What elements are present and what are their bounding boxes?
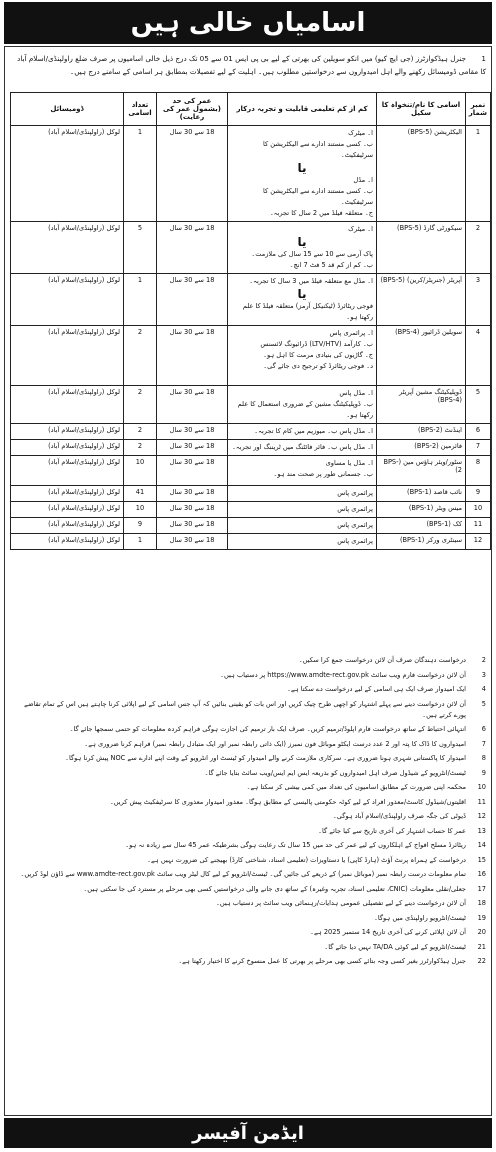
instruction-text: جعلی/نقلی معلومات (CNIC، تعلیمی اسناد، تجربہ وغیرہ) کے ساتھ دی جانے والی درخواستیں کسی بھی مرحلے پر مسترد کی جا سکتی ہیں۔ bbox=[83, 884, 466, 893]
table-row bbox=[11, 518, 491, 534]
instruction-item bbox=[10, 811, 486, 822]
row-domicile: لوکل (راولپنڈی/اسلام آباد) bbox=[11, 326, 124, 386]
row-post: سٹور/ویئر ہاؤس مین (BPS-2) bbox=[377, 456, 466, 486]
qualification-line: ا۔ مڈل مع متعلقہ فیلڈ میں 3 سال کا تجربہ۔ bbox=[249, 277, 373, 285]
row-qualification bbox=[228, 502, 377, 518]
instruction-number: 18 bbox=[477, 899, 486, 907]
instruction-text: اقلیتوں/شیڈول کاسٹ/معذور افراد کے لیے کوٹہ حکومتی پالیسی کے مطابق ہوگا۔ معذور امیدوار معذوری کا سرٹیفکیٹ پیش کریں۔ bbox=[109, 797, 466, 806]
header-qualification: کم از کم تعلیمی قابلیت و تجربہ درکار bbox=[228, 93, 377, 126]
instruction-item bbox=[10, 855, 486, 866]
instruction-number: 21 bbox=[477, 942, 486, 951]
row-domicile: لوکل (راولپنڈی/اسلام آباد) bbox=[11, 440, 124, 456]
row-age: 18 سے 30 سال bbox=[157, 126, 228, 222]
row-count: 10 bbox=[124, 456, 157, 486]
row-domicile: لوکل (راولپنڈی/اسلام آباد) bbox=[11, 456, 124, 486]
instruction-item bbox=[10, 956, 486, 967]
row-age: 18 سے 30 سال bbox=[157, 222, 228, 274]
header-age: عمر کی حد (بشمول عمر کی رعایت) bbox=[157, 93, 228, 126]
row-post: سیکورٹی گارڈ (BPS-5) bbox=[377, 222, 466, 274]
row-serial: 12 bbox=[466, 534, 491, 550]
or-separator: یا bbox=[297, 235, 307, 249]
instruction-text: ٹیسٹ/انٹرویو راولپنڈی میں ہوگا۔ bbox=[373, 913, 466, 922]
intro-number: 1 bbox=[481, 54, 486, 63]
instruction-number: 14 bbox=[477, 841, 486, 849]
row-qualification bbox=[228, 222, 377, 274]
row-qualification bbox=[228, 424, 377, 440]
row-count: 1 bbox=[124, 126, 157, 222]
qualification-line: ا۔ مڈل پاس ب۔ فائر فائٹنگ میں ٹریننگ اور تجربہ۔ bbox=[231, 443, 373, 451]
instruction-item bbox=[10, 684, 486, 695]
instruction-item bbox=[10, 753, 486, 764]
instruction-number: 8 bbox=[481, 754, 486, 762]
row-serial: 7 bbox=[466, 440, 491, 456]
table-row bbox=[11, 534, 491, 550]
qualification-line: ب۔ جسمانی طور پر صحت مند ہو۔ bbox=[273, 470, 373, 478]
row-qualification bbox=[228, 534, 377, 550]
table-row bbox=[11, 126, 491, 222]
row-serial: 5 bbox=[466, 386, 491, 424]
instruction-number: 15 bbox=[477, 855, 486, 864]
row-count: 41 bbox=[124, 486, 157, 502]
row-post: اینڈنٹ (BPS-2) bbox=[377, 424, 466, 440]
table-row bbox=[11, 222, 491, 274]
instruction-item bbox=[10, 782, 486, 793]
row-post: الیکٹریشن (BPS-5) bbox=[377, 126, 466, 222]
instruction-item bbox=[10, 655, 486, 666]
row-post: کک (BPS-1) bbox=[377, 518, 466, 534]
instruction-number: 20 bbox=[477, 928, 486, 936]
qualification-line: ا۔ مڈل یا مساوی bbox=[325, 459, 373, 467]
qualification-line: ب۔ کسی مستند ادارے سے الیکٹریشن کا سرٹیفکیٹ۔ bbox=[262, 140, 373, 159]
instruction-item bbox=[10, 884, 486, 895]
qualification-line: ج۔ گاڑیوں کی بنیادی مرمت کا اہل ہو۔ bbox=[263, 351, 373, 359]
row-qualification bbox=[228, 274, 377, 326]
row-qualification bbox=[228, 456, 377, 486]
instruction-item bbox=[10, 670, 486, 681]
instruction-text: امیدوار کا پاکستانی شہری ہونا ضروری ہے۔ سرکاری ملازمت کرنے والے امیدوار کو ٹیسٹ اور انٹرویو کے وقت اپنے ادارے سے NOC پیش کرنا ہوگا۔ bbox=[65, 754, 466, 762]
instruction-number: 11 bbox=[477, 797, 486, 806]
intro-paragraph bbox=[10, 52, 486, 78]
instruction-item bbox=[10, 913, 486, 924]
instruction-number: 17 bbox=[477, 884, 486, 893]
instruction-text: درخواست دہندگان صرف آن لائن درخواست جمع کرا سکیں۔ bbox=[298, 656, 466, 664]
instruction-number: 6 bbox=[481, 725, 486, 733]
row-age: 18 سے 30 سال bbox=[157, 534, 228, 550]
instruction-text: انتہائی احتیاط کے ساتھ درخواست فارم اپلوڈ/ترمیم کریں۔ صرف ایک بار ترمیم کی اجازت ہوگی فراہم کردہ معلومات کو حتمی سمجھا جائے گا۔ bbox=[69, 725, 466, 733]
row-domicile: لوکل (راولپنڈی/اسلام آباد) bbox=[11, 424, 124, 440]
instruction-item bbox=[10, 826, 486, 837]
instruction-item bbox=[10, 739, 486, 750]
instruction-text: ڈیوٹی کی جگہ صرف راولپنڈی/اسلام آباد ہوگی۔ bbox=[332, 812, 466, 820]
row-serial: 2 bbox=[466, 222, 491, 274]
instruction-text: ٹیسٹ/انٹرویو کے شیڈول صرف اہل امیدواروں کو بذریعہ ایس ایم ایس/ویب سائٹ بتایا جائے گا۔ bbox=[204, 768, 466, 777]
instruction-text: جنرل ہیڈکوارٹرز بغیر کسی وجہ بتائے کسی بھی مرحلے پر بھرتی کا عمل منسوخ کرنے کا اختیار رکھتا ہے۔ bbox=[178, 957, 466, 965]
signatory: ایڈمن آفیسر bbox=[192, 1122, 304, 1144]
instruction-number: 10 bbox=[477, 783, 486, 791]
instruction-number: 13 bbox=[477, 826, 486, 835]
table-row bbox=[11, 326, 491, 386]
row-age: 18 سے 30 سال bbox=[157, 518, 228, 534]
qualification-line: ج۔ متعلقہ فیلڈ میں 2 سال کا تجربہ۔ bbox=[269, 209, 373, 217]
row-post: نائب قاصد (BPS-1) bbox=[377, 486, 466, 502]
qualification-line: ب۔ ڈوپلیکیٹنگ مشین کے ضروری استعمال کا علم رکھتا ہو۔ bbox=[237, 400, 373, 419]
row-age: 18 سے 30 سال bbox=[157, 386, 228, 424]
instruction-text: آن لائن درخواست دینے سے پہلے اشتہار کو اچھی طرح چیک کریں اور اس بات کو یقینی بنائیں کہ آپ جس اسامی کے لیے اپلائی کرنا چاہتے ہیں اس کے تمام تقاضے پورے کرتے ہیں۔ bbox=[24, 699, 466, 719]
row-age: 18 سے 30 سال bbox=[157, 326, 228, 386]
instruction-text: آن لائن اپلائی کرنے کی آخری تاریخ 14 ستمبر 2025 ہے۔ bbox=[310, 928, 466, 936]
instruction-number: 5 bbox=[481, 699, 486, 708]
instruction-text: ایک امیدوار صرف ایک ہی اسامی کے لیے درخواست دے سکتا ہے۔ bbox=[287, 685, 466, 693]
table-body bbox=[11, 126, 491, 550]
row-age: 18 سے 30 سال bbox=[157, 274, 228, 326]
instruction-number: 22 bbox=[477, 957, 486, 965]
row-count: 2 bbox=[124, 386, 157, 424]
qualification-line: ا۔ پرائمری پاس bbox=[329, 329, 373, 337]
row-post: میس ویٹر (BPS-1) bbox=[377, 502, 466, 518]
table-header-row bbox=[11, 93, 491, 126]
instruction-item bbox=[10, 942, 486, 953]
instruction-text: آن لائن درخواست فارم ویب سائٹ https://www.amdte-rect.gov.pk پر دستیاب ہیں۔ bbox=[220, 670, 466, 679]
page-title: اسامیاں خالی ہیں bbox=[130, 8, 366, 38]
row-domicile: لوکل (راولپنڈی/اسلام آباد) bbox=[11, 502, 124, 518]
instruction-text: ریٹائرڈ مسلح افواج کے اہلکاروں کے لیے عمر کی حد میں 15 سال تک رعایت ہوگی بشرطیکہ عمر 45 سال سے زیادہ نہ ہو۔ bbox=[125, 841, 466, 849]
instruction-number: 12 bbox=[477, 812, 486, 820]
table-row bbox=[11, 486, 491, 502]
row-post: سویلین ڈرائیور (BPS-4) bbox=[377, 326, 466, 386]
or-separator: یا bbox=[297, 287, 307, 301]
row-post: فائرمین (BPS-2) bbox=[377, 440, 466, 456]
intro-text: جنرل ہیڈکوارٹرز (جی ایچ کیو) میں انکو سویلین کی بھرتی کے لیے بی پی ایس 01 سے 05 تک درج ذیل خالی اسامیوں پر صرف ضلع راولپنڈی/اسلام آباد کا مقامی ڈومیسائل رکھنے والے اہل امیدواروں سے درخواستیں مطلوب ہیں۔ اہلیت کے لیے تفصیلات بمطابق ہر اسامی کے سامنے درج ہیں۔ bbox=[17, 54, 486, 76]
row-count: 2 bbox=[124, 326, 157, 386]
instruction-text: امیدواروں کا ڈاک کا پتہ اور 2 عدد درست ایکٹو موبائل فون نمبرز (ایک ذاتی رابطہ نمبر اور ایک متبادل رابطہ نمبر) فراہم کرنا ضروری ہے۔ bbox=[84, 739, 466, 748]
row-serial: 11 bbox=[466, 518, 491, 534]
instruction-number: 16 bbox=[477, 870, 486, 878]
row-qualification bbox=[228, 126, 377, 222]
row-serial: 10 bbox=[466, 502, 491, 518]
footer-banner bbox=[4, 1118, 492, 1148]
table-row bbox=[11, 440, 491, 456]
table-row bbox=[11, 424, 491, 440]
row-count: 2 bbox=[124, 424, 157, 440]
row-post: سینٹری ورکر (BPS-1) bbox=[377, 534, 466, 550]
row-count: 2 bbox=[124, 440, 157, 456]
row-age: 18 سے 30 سال bbox=[157, 456, 228, 486]
row-domicile: لوکل (راولپنڈی/اسلام آباد) bbox=[11, 274, 124, 326]
row-qualification bbox=[228, 440, 377, 456]
instruction-number: 4 bbox=[481, 685, 486, 693]
header-serial: نمبر شمار bbox=[466, 93, 491, 126]
row-domicile: لوکل (راولپنڈی/اسلام آباد) bbox=[11, 222, 124, 274]
row-post: ڈوپلیکیٹنگ مشین آپریٹر (BPS-4) bbox=[377, 386, 466, 424]
vacancies-table bbox=[10, 92, 491, 550]
instruction-text: عمر کا حساب اشتہار کی آخری تاریخ سے کیا جائے گا۔ bbox=[318, 826, 466, 835]
row-count: 5 bbox=[124, 222, 157, 274]
row-age: 18 سے 30 سال bbox=[157, 424, 228, 440]
table-row bbox=[11, 456, 491, 486]
row-serial: 1 bbox=[466, 126, 491, 222]
qualification-line: فوجی ریٹائرڈ (ٹیکنیکل آرمز) متعلقہ فیلڈ کا علم رکھتا ہو۔ bbox=[242, 302, 373, 321]
table-row bbox=[11, 274, 491, 326]
instruction-text: تمام معلومات درست رابطہ نمبر (موبائل نمبر) کے ذریعے کی جائیں گی۔ ٹیسٹ/انٹرویو کے لیے کال لیٹر ویب سائٹ www.amdte-rect.gov.pk سے ڈاؤن لوڈ کریں۔ bbox=[20, 870, 466, 878]
instruction-item bbox=[10, 927, 486, 938]
row-domicile: لوکل (راولپنڈی/اسلام آباد) bbox=[11, 518, 124, 534]
header-domicile: ڈومیسائل bbox=[11, 93, 124, 126]
qualification-line: پاک آرمی سے 10 سے 15 سال کی ملازمت۔ bbox=[251, 250, 373, 258]
instruction-item bbox=[10, 869, 486, 880]
qualification-line: ا۔ مڈل bbox=[353, 176, 373, 184]
header-count: تعداد اسامی bbox=[124, 93, 157, 126]
header-post: اسامی کا نام/تنخواہ کا سکیل bbox=[377, 93, 466, 126]
row-qualification bbox=[228, 326, 377, 386]
row-qualification bbox=[228, 386, 377, 424]
row-serial: 3 bbox=[466, 274, 491, 326]
row-qualification bbox=[228, 518, 377, 534]
row-serial: 4 bbox=[466, 326, 491, 386]
row-age: 18 سے 30 سال bbox=[157, 502, 228, 518]
qualification-line: ا۔ مڈل پاس ب۔ میوزیم میں کام کا تجربہ۔ bbox=[254, 427, 373, 435]
table-row bbox=[11, 386, 491, 424]
row-domicile: لوکل (راولپنڈی/اسلام آباد) bbox=[11, 534, 124, 550]
instruction-text: محکمہ اپنی ضرورت کے مطابق اسامیوں کی تعداد میں کمی بیشی کر سکتا ہے۔ bbox=[246, 783, 466, 791]
row-count: 1 bbox=[124, 534, 157, 550]
instruction-item bbox=[10, 898, 486, 909]
qualification-line: د۔ فوجی ریٹائرڈ کو ترجیح دی جائے گی۔ bbox=[263, 362, 373, 370]
row-count: 10 bbox=[124, 502, 157, 518]
row-domicile: لوکل (راولپنڈی/اسلام آباد) bbox=[11, 126, 124, 222]
instruction-number: 9 bbox=[481, 768, 486, 777]
row-serial: 6 bbox=[466, 424, 491, 440]
row-age: 18 سے 30 سال bbox=[157, 486, 228, 502]
row-domicile: لوکل (راولپنڈی/اسلام آباد) bbox=[11, 386, 124, 424]
instruction-number: 19 bbox=[477, 913, 486, 922]
row-count: 1 bbox=[124, 274, 157, 326]
row-qualification bbox=[228, 486, 377, 502]
row-domicile: لوکل (راولپنڈی/اسلام آباد) bbox=[11, 486, 124, 502]
instruction-item bbox=[10, 840, 486, 851]
row-serial: 9 bbox=[466, 486, 491, 502]
instruction-item bbox=[10, 699, 486, 721]
instruction-text: درخواست کے ہمراہ پرنٹ آؤٹ (ہارڈ کاپی) یا دستاویزات (تعلیمی اسناد، شناختی کارڈ) بھیجنے کی ضرورت نہیں ہے۔ bbox=[147, 855, 466, 864]
instruction-number: 3 bbox=[481, 670, 486, 679]
qualification-line: ب۔ کم از کم قد 5 فٹ 7 انچ۔ bbox=[289, 261, 373, 269]
row-serial: 8 bbox=[466, 456, 491, 486]
qualification-line: پرائمری پاس bbox=[337, 521, 373, 529]
instructions-list bbox=[10, 655, 486, 971]
table-row bbox=[11, 502, 491, 518]
row-post: آپریٹر (جنریٹر/کرین) (BPS-5) bbox=[377, 274, 466, 326]
row-age: 18 سے 30 سال bbox=[157, 440, 228, 456]
or-separator: یا bbox=[297, 161, 307, 175]
instruction-text: ٹیسٹ/انٹرویو کے لیے کوئی TA/DA نہیں دیا جائے گا۔ bbox=[324, 942, 466, 951]
row-count: 9 bbox=[124, 518, 157, 534]
qualification-line: پرائمری پاس bbox=[337, 489, 373, 497]
instruction-item bbox=[10, 797, 486, 808]
header-banner bbox=[4, 2, 492, 44]
qualification-line: ا۔ میٹرک bbox=[348, 129, 373, 137]
instruction-text: آن لائن درخواست دینے کے لیے تفصیلی عمومی ہدایات/رہنمائی ویب سائٹ پر دستیاب ہیں۔ bbox=[215, 899, 466, 907]
qualification-line: ا۔ میٹرک bbox=[348, 225, 373, 233]
instruction-number: 2 bbox=[481, 656, 486, 664]
qualification-line: ا۔ مڈل پاس bbox=[339, 389, 373, 397]
instruction-item bbox=[10, 724, 486, 735]
instruction-number: 7 bbox=[481, 739, 486, 748]
qualification-line: پرائمری پاس bbox=[337, 505, 373, 513]
qualification-line: ب۔ کارآمد (LTV/HTV) ڈرائیونگ لائسنس bbox=[260, 340, 373, 348]
instruction-item bbox=[10, 768, 486, 779]
qualification-line: پرائمری پاس bbox=[337, 537, 373, 545]
qualification-line: ب۔ کسی مستند ادارے سے الیکٹریشن کا سرٹیفکیٹ۔ bbox=[262, 187, 373, 206]
